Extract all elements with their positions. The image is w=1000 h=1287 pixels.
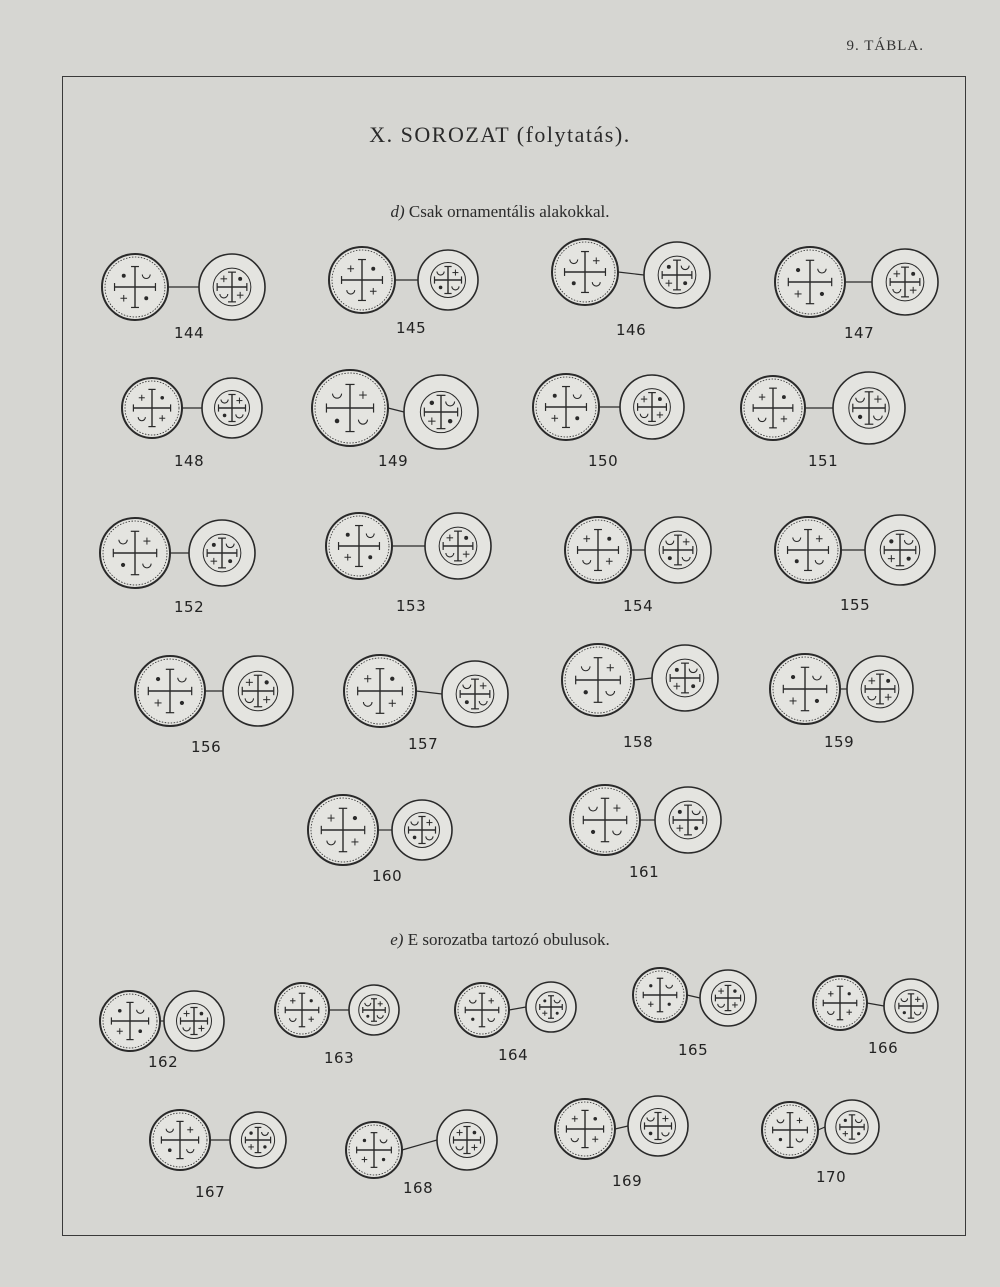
coin-number-label: 148 — [174, 452, 205, 470]
coin-number-label: 166 — [868, 1039, 899, 1057]
coin-number-label: 165 — [678, 1041, 709, 1059]
coin-number-label: 147 — [844, 324, 875, 342]
coin-number-label: 163 — [324, 1049, 355, 1067]
series-title: X. SOROZAT (folytatás). — [369, 122, 631, 147]
plate-number: 9. TÁBLA. — [846, 38, 924, 54]
coin-number-label: 156 — [191, 738, 222, 756]
coin-number-label: 164 — [498, 1046, 529, 1064]
coin-number-label: 146 — [616, 321, 647, 339]
coin-number-label: 160 — [372, 867, 403, 885]
coin-number-label: 162 — [148, 1053, 179, 1071]
coin-number-label: 169 — [612, 1172, 643, 1190]
coin-number-label: 161 — [629, 863, 660, 881]
coin-number-label: 167 — [195, 1183, 226, 1201]
coin-number-label: 145 — [396, 319, 427, 337]
coin-number-label: 157 — [408, 735, 439, 753]
coin-number-label: 152 — [174, 598, 205, 616]
section-e-letter: e) — [390, 930, 404, 949]
coin-number-label: 170 — [816, 1168, 847, 1186]
coin-number-label: 154 — [623, 597, 654, 615]
section-d-heading — [0, 202, 1000, 222]
coin-number-label: 158 — [623, 733, 654, 751]
section-e-heading — [0, 930, 1000, 950]
coin-number-label: 155 — [840, 596, 871, 614]
section-e-text: E sorozatba tartozó obulusok. — [403, 930, 610, 949]
coin-number-label: 144 — [174, 324, 205, 342]
section-d-letter: d) — [390, 202, 405, 221]
coin-number-label: 150 — [588, 452, 619, 470]
coin-number-label: 168 — [403, 1179, 434, 1197]
coin-number-label: 153 — [396, 597, 427, 615]
coin-number-label: 159 — [824, 733, 855, 751]
coin-number-label: 151 — [808, 452, 839, 470]
coin-number-label: 149 — [378, 452, 409, 470]
section-d-text: Csak ornamentális alakokkal. — [404, 202, 610, 221]
